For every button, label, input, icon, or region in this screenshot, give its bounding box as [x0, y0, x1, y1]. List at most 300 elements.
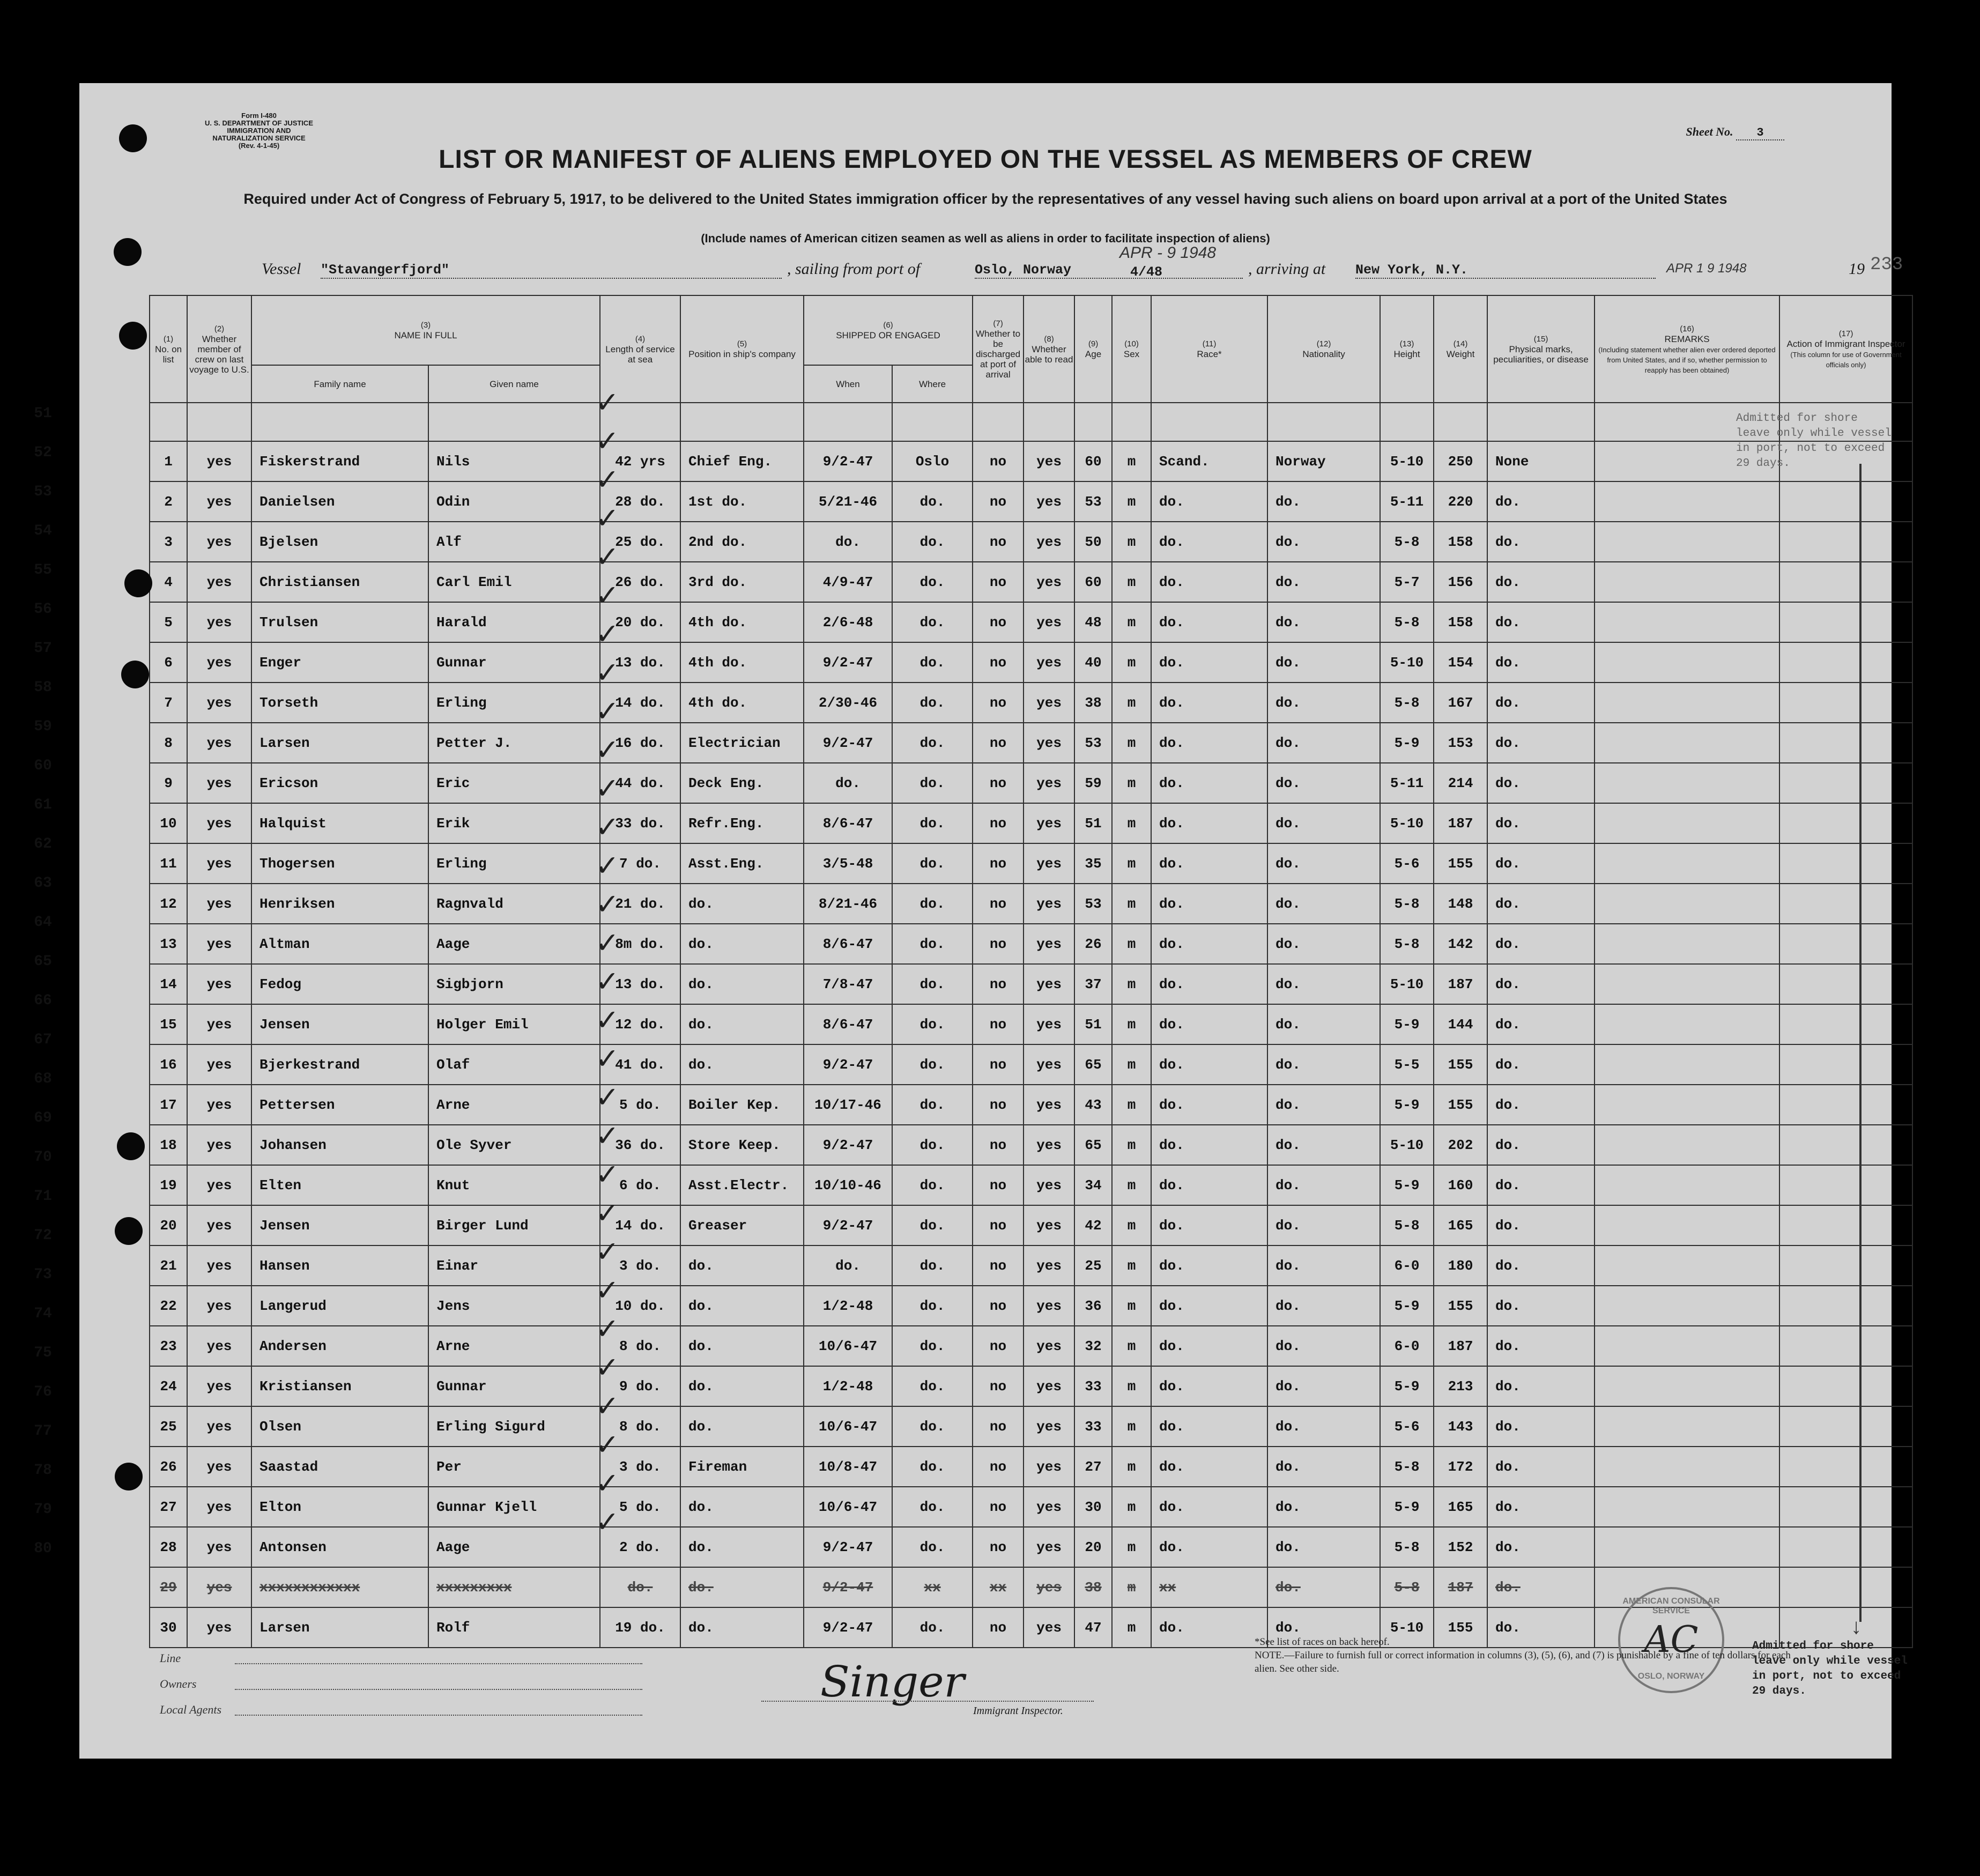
cell-nationality: do.: [1267, 642, 1380, 683]
line-number: 67: [34, 1032, 52, 1048]
cell-read: yes: [1024, 1447, 1074, 1487]
cell-sex: m: [1112, 1085, 1151, 1125]
cell-when: 10/8-47: [804, 1447, 892, 1487]
cell-age: 25: [1074, 1245, 1112, 1286]
cell-read: yes: [1024, 481, 1074, 522]
cell-family: Trulsen: [251, 602, 428, 642]
cell-no: 24: [150, 1366, 187, 1406]
cell-read: yes: [1024, 562, 1074, 602]
vessel-line: [262, 244, 1902, 287]
cell-weight: 187: [1434, 803, 1487, 843]
cell-service: 13 do.: [600, 642, 680, 683]
cell-remarks: [1595, 1527, 1779, 1567]
cell-read: yes: [1024, 1286, 1074, 1326]
cell-nationality: do.: [1267, 1245, 1380, 1286]
line-number: 54: [34, 523, 52, 539]
cell-when: 9/2-47: [804, 441, 892, 481]
cell-weight: 160: [1434, 1165, 1487, 1205]
cell-action: [1779, 1567, 1912, 1607]
col-header-family-name: Family name: [251, 365, 428, 403]
cell-nationality: do.: [1267, 1165, 1380, 1205]
cell-no: 9: [150, 763, 187, 803]
cell-weight: 143: [1434, 1406, 1487, 1447]
cell-service: 8 do.: [600, 1406, 680, 1447]
punch-hole: [119, 322, 147, 350]
cell-sex: m: [1112, 1607, 1151, 1648]
cell-given: Odin: [428, 481, 600, 522]
cell-position: do.: [680, 1004, 804, 1044]
cell-service: 41 do.: [600, 1044, 680, 1085]
cell-marks: do.: [1487, 481, 1595, 522]
cell-action: [1779, 723, 1912, 763]
cell-remarks: [1595, 1406, 1779, 1447]
cell-weight: 158: [1434, 522, 1487, 562]
footer-agents-field: [235, 1715, 642, 1716]
consular-stamp-top: AMERICAN CONSULAR SERVICE: [1622, 1597, 1720, 1615]
line-numbers: [21, 394, 64, 1568]
cell-given: Alf: [428, 522, 600, 562]
cell-discharged: no: [973, 1366, 1024, 1406]
cell-read: yes: [1024, 1607, 1074, 1648]
check-mark-icon: ✓: [595, 540, 620, 574]
line-number: 72: [34, 1227, 52, 1244]
cell-service: 3 do.: [600, 1245, 680, 1286]
remark-shore-leave-bottom: Admitted for shore leave only while vessel in port, not to exceed 29 days.: [1752, 1640, 1908, 1697]
cell-crew: yes: [187, 803, 251, 843]
cell-position: 3rd do.: [680, 562, 804, 602]
cell-service: 44 do.: [600, 763, 680, 803]
cell-marks: do.: [1487, 1245, 1595, 1286]
cell-family: Larsen: [251, 723, 428, 763]
cell-age: 42: [1074, 1205, 1112, 1245]
cell-nationality: do.: [1267, 1125, 1380, 1165]
cell-where: do.: [892, 1326, 973, 1366]
cell-position: do.: [680, 924, 804, 964]
cell-where: do.: [892, 522, 973, 562]
cell-discharged: no: [973, 642, 1024, 683]
cell-height: 5-10: [1380, 642, 1434, 683]
cell-when: 8/6-47: [804, 924, 892, 964]
check-mark-icon: ✓: [595, 772, 620, 805]
cell-action: [1779, 924, 1912, 964]
line-number: 61: [34, 797, 52, 813]
cell-remarks: [1595, 1165, 1779, 1205]
cell-no: 6: [150, 642, 187, 683]
cell-family: Fiskerstrand: [251, 441, 428, 481]
cell-discharged: no: [973, 924, 1024, 964]
cell-no: 13: [150, 924, 187, 964]
table-row: [150, 1286, 1912, 1326]
col-header-read: (8) Whether able to read: [1024, 295, 1074, 403]
sailing-label: , sailing from port of: [787, 260, 921, 278]
cell-when: 9/2-47: [804, 1607, 892, 1648]
cell-given: Jens: [428, 1286, 600, 1326]
line-number: 60: [34, 758, 52, 774]
cell-position: do.: [680, 1326, 804, 1366]
cell-remarks: [1595, 522, 1779, 562]
cell-nationality: do.: [1267, 884, 1380, 924]
punch-hole: [124, 569, 152, 597]
cell-position: Fireman: [680, 1447, 804, 1487]
cell-marks: do.: [1487, 1326, 1595, 1366]
cell-when: 8/21-46: [804, 884, 892, 924]
cell-height: 5-9: [1380, 723, 1434, 763]
cell-position: 4th do.: [680, 642, 804, 683]
cell-service: 5 do.: [600, 1487, 680, 1527]
cell-race: do.: [1151, 1205, 1267, 1245]
cell-height: 5-7: [1380, 562, 1434, 602]
cell-weight: 214: [1434, 763, 1487, 803]
cell-given: Carl Emil: [428, 562, 600, 602]
cell-age: 34: [1074, 1165, 1112, 1205]
cell-discharged: no: [973, 884, 1024, 924]
cell-where: do.: [892, 1004, 973, 1044]
col-header-shipped: (6) SHIPPED OR ENGAGED: [804, 295, 973, 365]
cell-no: 17: [150, 1085, 187, 1125]
cell-action: [1779, 522, 1912, 562]
cell-no: 2: [150, 481, 187, 522]
cell-sex: m: [1112, 964, 1151, 1004]
cell-crew: yes: [187, 683, 251, 723]
cell-crew: yes: [187, 723, 251, 763]
line-number: 59: [34, 718, 52, 735]
cell-crew: yes: [187, 1326, 251, 1366]
cell-height: 5-8: [1380, 1447, 1434, 1487]
cell-family: Jensen: [251, 1004, 428, 1044]
cell-sex: m: [1112, 1326, 1151, 1366]
cell-given: Nils: [428, 441, 600, 481]
cell-race: do.: [1151, 1487, 1267, 1527]
cell-family: Johansen: [251, 1125, 428, 1165]
cell-weight: 154: [1434, 642, 1487, 683]
cell-sex: m: [1112, 1165, 1151, 1205]
line-number: 68: [34, 1071, 52, 1087]
cell-read: yes: [1024, 924, 1074, 964]
cell-sex: m: [1112, 683, 1151, 723]
cell-position: Store Keep.: [680, 1125, 804, 1165]
check-mark-icon: ✓: [595, 926, 620, 960]
cell-height: 5-9: [1380, 1366, 1434, 1406]
cell-position: do.: [680, 1607, 804, 1648]
cell-given: Eric: [428, 763, 600, 803]
cell-age: 32: [1074, 1326, 1112, 1366]
check-mark-icon: ✓: [595, 1042, 620, 1076]
cell-discharged: no: [973, 602, 1024, 642]
col-header-given-name: Given name: [428, 365, 600, 403]
col-header-sex: (10) Sex: [1112, 295, 1151, 403]
cell-where: do.: [892, 602, 973, 642]
cell-height: 5-9: [1380, 1004, 1434, 1044]
punch-hole: [121, 661, 149, 688]
cell-discharged: no: [973, 1527, 1024, 1567]
cell-no: 1: [150, 441, 187, 481]
cell-discharged: no: [973, 562, 1024, 602]
cell-action: [1779, 884, 1912, 924]
cell-when: 9/2-47: [804, 1527, 892, 1567]
cell-height: 5-8: [1380, 1567, 1434, 1607]
line-number: 57: [34, 640, 52, 657]
cell-remarks: [1595, 1487, 1779, 1527]
cell-family: Olsen: [251, 1406, 428, 1447]
cell-action: [1779, 1044, 1912, 1085]
cell-discharged: no: [973, 522, 1024, 562]
cell-when: 10/10-46: [804, 1165, 892, 1205]
cell-age: 38: [1074, 683, 1112, 723]
cell-weight: 153: [1434, 723, 1487, 763]
col-header-age: (9) Age: [1074, 295, 1112, 403]
table-row: [150, 884, 1912, 924]
cell-given: Olaf: [428, 1044, 600, 1085]
cell-marks: do.: [1487, 884, 1595, 924]
cell-height: 5-9: [1380, 1286, 1434, 1326]
cell-service: 12 do.: [600, 1004, 680, 1044]
cell-read: yes: [1024, 1125, 1074, 1165]
line-number: 52: [34, 444, 52, 461]
cell-service: 33 do.: [600, 803, 680, 843]
cell-sex: m: [1112, 1567, 1151, 1607]
footnote: *See list of races on back hereof. NOTE.—Failure to furnish full or correct information in columns (3), (5), (6), and (7) is punishable by a fine of ten dollars for each alien. See other side.: [1255, 1636, 1791, 1674]
table-row: [150, 1125, 1912, 1165]
cell-remarks: [1595, 884, 1779, 924]
footer-line-label: Line: [160, 1651, 181, 1665]
line-number: 64: [34, 914, 52, 931]
cell-crew: yes: [187, 1044, 251, 1085]
cell-no: 27: [150, 1487, 187, 1527]
cell-position: Refr.Eng.: [680, 803, 804, 843]
cell-when: 7/8-47: [804, 964, 892, 1004]
cell-service: 20 do.: [600, 602, 680, 642]
cell-crew: yes: [187, 441, 251, 481]
sail-date: 4/48: [1130, 264, 1163, 280]
cell-given: Erling: [428, 683, 600, 723]
col-header-where: Where: [892, 365, 973, 403]
cell-where: Oslo: [892, 441, 973, 481]
cell-race: do.: [1151, 1165, 1267, 1205]
cell-weight: 156: [1434, 562, 1487, 602]
cell-service: 8m do.: [600, 924, 680, 964]
cell-service: 28 do.: [600, 481, 680, 522]
cell-read: yes: [1024, 642, 1074, 683]
cell-family: Elten: [251, 1165, 428, 1205]
cell-remarks: [1595, 1205, 1779, 1245]
cell-position: Asst.Electr.: [680, 1165, 804, 1205]
cell-when: 8/6-47: [804, 803, 892, 843]
cell-discharged: no: [973, 1326, 1024, 1366]
cell-read: yes: [1024, 1406, 1074, 1447]
cell-given: xxxxxxxxx: [428, 1567, 600, 1607]
cell-family: Danielsen: [251, 481, 428, 522]
cell-service: 14 do.: [600, 1205, 680, 1245]
cell-where: do.: [892, 1085, 973, 1125]
cell-position: do.: [680, 1567, 804, 1607]
cell-action: [1779, 1286, 1912, 1326]
cell-height: 5-10: [1380, 803, 1434, 843]
cell-sex: m: [1112, 1487, 1151, 1527]
cell-read: yes: [1024, 763, 1074, 803]
cell-weight: 202: [1434, 1125, 1487, 1165]
cell-race: do.: [1151, 1044, 1267, 1085]
cell-service: 19 do.: [600, 1607, 680, 1648]
cell-read: yes: [1024, 441, 1074, 481]
cell-race: do.: [1151, 1245, 1267, 1286]
cell-crew: yes: [187, 1125, 251, 1165]
cell-action: [1779, 803, 1912, 843]
cell-nationality: do.: [1267, 602, 1380, 642]
cell-discharged: no: [973, 441, 1024, 481]
cell-nationality: Norway: [1267, 441, 1380, 481]
table-row: [150, 964, 1912, 1004]
cell-marks: do.: [1487, 843, 1595, 884]
cell-sex: m: [1112, 1205, 1151, 1245]
check-mark-icon: ✓: [595, 463, 620, 496]
cell-no: 25: [150, 1406, 187, 1447]
cell-discharged: no: [973, 843, 1024, 884]
cell-race: do.: [1151, 1004, 1267, 1044]
cell-when: do.: [804, 763, 892, 803]
table-spacer-row: [150, 403, 1912, 441]
cell-no: 11: [150, 843, 187, 884]
cell-action: [1779, 1125, 1912, 1165]
line-number: 71: [34, 1188, 52, 1205]
cell-marks: do.: [1487, 723, 1595, 763]
cell-discharged: no: [973, 1487, 1024, 1527]
table-row: [150, 562, 1912, 602]
cell-crew: yes: [187, 1085, 251, 1125]
cell-no: 15: [150, 1004, 187, 1044]
cell-marks: do.: [1487, 1004, 1595, 1044]
check-mark-icon: ✓: [595, 1389, 620, 1423]
cell-remarks: [1595, 642, 1779, 683]
cell-height: 5-8: [1380, 1205, 1434, 1245]
cell-when: 5/21-46: [804, 481, 892, 522]
cell-given: Erik: [428, 803, 600, 843]
cell-when: 10/6-47: [804, 1326, 892, 1366]
cell-sex: m: [1112, 763, 1151, 803]
cell-no: 5: [150, 602, 187, 642]
consular-initials: AC: [1644, 1619, 1699, 1661]
check-mark-icon: ✓: [595, 1003, 620, 1037]
cell-remarks: [1595, 481, 1779, 522]
cell-discharged: no: [973, 803, 1024, 843]
vessel-name: "Stavangerfjord": [321, 262, 782, 279]
cell-action: [1779, 763, 1912, 803]
cell-given: Rolf: [428, 1607, 600, 1648]
cell-race: do.: [1151, 884, 1267, 924]
cell-discharged: no: [973, 1245, 1024, 1286]
cell-where: do.: [892, 1607, 973, 1648]
cell-given: Per: [428, 1447, 600, 1487]
cell-service: 2 do.: [600, 1527, 680, 1567]
cell-marks: do.: [1487, 1447, 1595, 1487]
line-number: 53: [34, 484, 52, 500]
check-mark-icon: ✓: [595, 694, 620, 728]
cell-height: 5-6: [1380, 843, 1434, 884]
check-mark-icon: ✓: [595, 810, 620, 844]
cell-family: Pettersen: [251, 1085, 428, 1125]
cell-race: do.: [1151, 1527, 1267, 1567]
check-mark-icon: ✓: [595, 1158, 620, 1191]
cell-given: Holger Emil: [428, 1004, 600, 1044]
cell-weight: 148: [1434, 884, 1487, 924]
cell-sex: m: [1112, 924, 1151, 964]
cell-given: Gunnar Kjell: [428, 1487, 600, 1527]
cell-weight: 155: [1434, 1607, 1487, 1648]
cell-age: 43: [1074, 1085, 1112, 1125]
check-mark-icon: ✓: [595, 1428, 620, 1462]
cell-sex: m: [1112, 562, 1151, 602]
cell-age: 27: [1074, 1447, 1112, 1487]
form-identifier: Form I-480 U. S. DEPARTMENT OF JUSTICE IMMIGRATION AND NATURALIZATION SERVICE (Rev. 4-1-45): [205, 112, 313, 150]
cell-service: 7 do.: [600, 843, 680, 884]
cell-sex: m: [1112, 843, 1151, 884]
crew-table: [149, 295, 1913, 1648]
line-number: 63: [34, 875, 52, 892]
cell-crew: yes: [187, 1366, 251, 1406]
vessel-label: Vessel: [262, 260, 301, 278]
line-number: 77: [34, 1423, 52, 1440]
cell-discharged: no: [973, 683, 1024, 723]
col-header-discharged: (7) Whether to be discharged at port of arrival: [973, 295, 1024, 403]
cell-when: 10/6-47: [804, 1487, 892, 1527]
cell-where: xx: [892, 1567, 973, 1607]
cell-given: Gunnar: [428, 642, 600, 683]
cell-service: 16 do.: [600, 723, 680, 763]
cell-discharged: no: [973, 1165, 1024, 1205]
line-number: 76: [34, 1384, 52, 1400]
arriving-label: , arriving at: [1248, 260, 1326, 278]
cell-read: yes: [1024, 1326, 1074, 1366]
cell-nationality: do.: [1267, 924, 1380, 964]
cell-read: yes: [1024, 843, 1074, 884]
cell-family: Enger: [251, 642, 428, 683]
cell-service: 36 do.: [600, 1125, 680, 1165]
cell-race: do.: [1151, 723, 1267, 763]
cell-crew: yes: [187, 1487, 251, 1527]
cell-weight: 250: [1434, 441, 1487, 481]
cell-no: 22: [150, 1286, 187, 1326]
cell-sex: m: [1112, 1245, 1151, 1286]
cell-family: Altman: [251, 924, 428, 964]
cell-sex: m: [1112, 602, 1151, 642]
cell-service: do.: [600, 1567, 680, 1607]
cell-height: 5-8: [1380, 884, 1434, 924]
cell-height: 5-11: [1380, 763, 1434, 803]
cell-when: 2/30-46: [804, 683, 892, 723]
cell-where: do.: [892, 763, 973, 803]
col-header-no: (1) No. on list: [150, 295, 187, 403]
cell-sex: m: [1112, 1286, 1151, 1326]
cell-where: do.: [892, 1165, 973, 1205]
cell-no: 30: [150, 1607, 187, 1648]
cell-family: Elton: [251, 1487, 428, 1527]
cell-race: do.: [1151, 1366, 1267, 1406]
cell-action: [1779, 1406, 1912, 1447]
cell-crew: yes: [187, 924, 251, 964]
cell-given: Birger Lund: [428, 1205, 600, 1245]
cell-crew: yes: [187, 522, 251, 562]
cell-height: 5-10: [1380, 1607, 1434, 1648]
cell-service: 6 do.: [600, 1165, 680, 1205]
check-mark-icon: ✓: [595, 1351, 620, 1384]
cell-age: 65: [1074, 1044, 1112, 1085]
col-header-remarks: (16) REMARKS (Including statement whether alien ever ordered deported from United States, and if so, whether permission to reapply has been obtained): [1595, 295, 1779, 403]
cell-nationality: do.: [1267, 803, 1380, 843]
cell-age: 40: [1074, 642, 1112, 683]
cell-weight: 187: [1434, 964, 1487, 1004]
cell-marks: do.: [1487, 1165, 1595, 1205]
cell-position: Asst.Eng.: [680, 843, 804, 884]
cell-marks: do.: [1487, 924, 1595, 964]
